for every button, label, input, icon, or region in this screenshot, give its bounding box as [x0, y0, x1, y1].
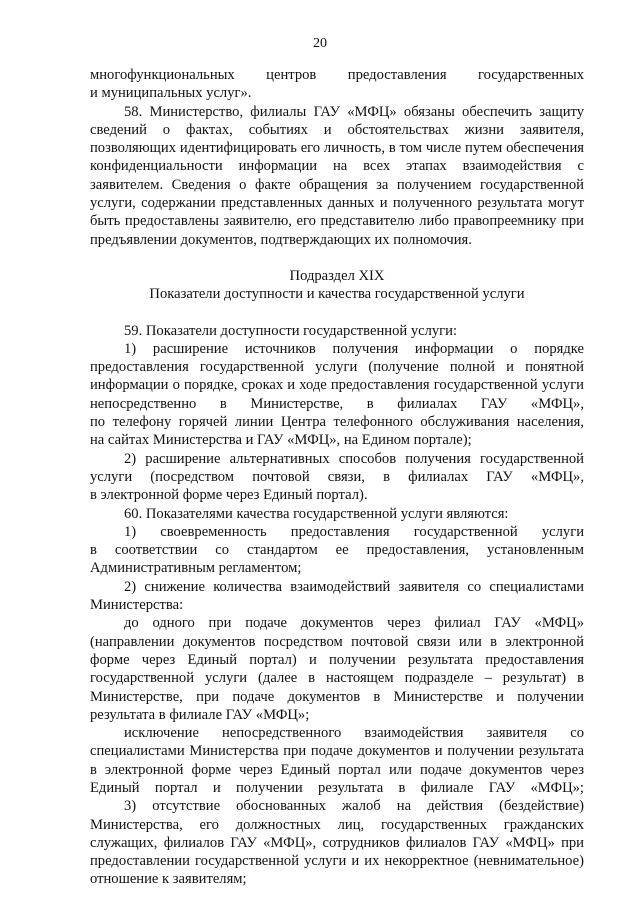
section-spacer — [90, 249, 584, 267]
text-line: 3) отсутствие обоснованных жалоб на действия (бездействие) — [124, 798, 584, 815]
text-line: предоставления государственной услуги (получение полной и понятной — [90, 359, 584, 376]
text-line: отношение к заявителям; — [90, 871, 247, 888]
text-line: услуги (посредством почтовой связи, в филиалах ГАУ «МФЦ», — [90, 468, 584, 485]
text-line: 2) снижение количества взаимодействий заявителя со специалистами — [124, 578, 584, 595]
text-line: государственной услуги (далее в настоящем подразделе – результат) в — [90, 670, 584, 687]
text-line: сведений о фактах, событиях и обстоятельствах жизни заявителя, — [90, 121, 584, 138]
text-line: 58. Министерство, филиалы ГАУ «МФЦ» обязаны обеспечить защиту — [124, 103, 584, 120]
text-line: позволяющих идентифицировать его личность, в том числе путем обеспечения — [90, 140, 584, 157]
text-line: в электронной форме через Единый портал или подаче документов через — [90, 761, 584, 778]
text-line: 60. Показателями качества государственной услуги являются: — [124, 505, 509, 522]
text-line: 59. Показатели доступности государственной услуги: — [124, 322, 458, 339]
text-line: в соответствии со стандартом ее предоставления, установленным — [90, 542, 584, 559]
text-line: Единый портал и получении результата в филиале ГАУ «МФЦ»; — [90, 779, 584, 796]
text-line: непосредственно в Министерстве, в филиалах ГАУ «МФЦ», — [90, 395, 584, 412]
text-line: 1) расширение источников получения информации о порядке — [124, 340, 584, 357]
text-line: быть предоставлены заявителю, его представителю либо правопреемнику при — [90, 213, 584, 230]
text-line: специалистами Министерства при подаче документов и получении результата — [90, 743, 584, 760]
text-line: предоставлении государственной услуги и их некорректное (невнимательное) — [90, 853, 584, 870]
text-line: конфиденциальности информации на всех этапах взаимодействия с — [90, 158, 584, 175]
text-line: по телефону горячей линии Центра телефонного обслуживания населения, — [90, 414, 584, 431]
text-line: 1) своевременность предоставления государственной услуги — [124, 523, 584, 540]
text-line: услуги, содержании представленных данных и полученного результата могут — [90, 195, 584, 212]
text-line: на сайтах Министерства и ГАУ «МФЦ», на Едином портале); — [90, 432, 472, 449]
text-line: предъявлении документов, подтверждающих их полномочия. — [90, 231, 472, 248]
page-number: 20 — [313, 36, 327, 51]
section-heading: Показатели доступности и качества государственной услуги — [149, 286, 525, 303]
text-line: результата в филиале ГАУ «МФЦ»; — [90, 706, 310, 723]
text-line: (направлении документов посредством почтовой связи или в электронной — [90, 633, 584, 650]
text-line: Министерства: — [90, 597, 184, 614]
text-line: информации о порядке, сроках и ходе предоставления государственной услуги — [90, 377, 584, 394]
document-body — [90, 66, 584, 889]
text-line: 2) расширение альтернативных способов получения государственной — [124, 450, 584, 467]
text-line: заявителем. Сведения о факте обращения за получением государственной — [90, 176, 584, 193]
section-spacer — [90, 304, 584, 322]
text-line: Министерстве, при подаче документов в Министерстве и получении — [90, 688, 584, 705]
text-line: исключение непосредственного взаимодействия заявителя со — [124, 725, 584, 742]
text-line: служащих, филиалов ГАУ «МФЦ», сотрудников филиалов ГАУ «МФЦ» при — [90, 834, 584, 851]
text-line: в электронной форме через Единый портал). — [90, 487, 368, 504]
text-line: многофункциональных центров предоставления государственных — [90, 67, 584, 83]
section-heading: Подраздел XIX — [289, 267, 385, 284]
text-line: Административным регламентом; — [90, 560, 302, 577]
text-line: Министерства, его должностных лиц, государственных гражданских — [90, 816, 584, 833]
text-line: до одного при подаче документов через филиал ГАУ «МФЦ» — [124, 615, 584, 632]
text-line: и муниципальных услуг». — [90, 85, 252, 102]
text-line: форме через Единый портал) и получении результата предоставления — [90, 651, 584, 668]
